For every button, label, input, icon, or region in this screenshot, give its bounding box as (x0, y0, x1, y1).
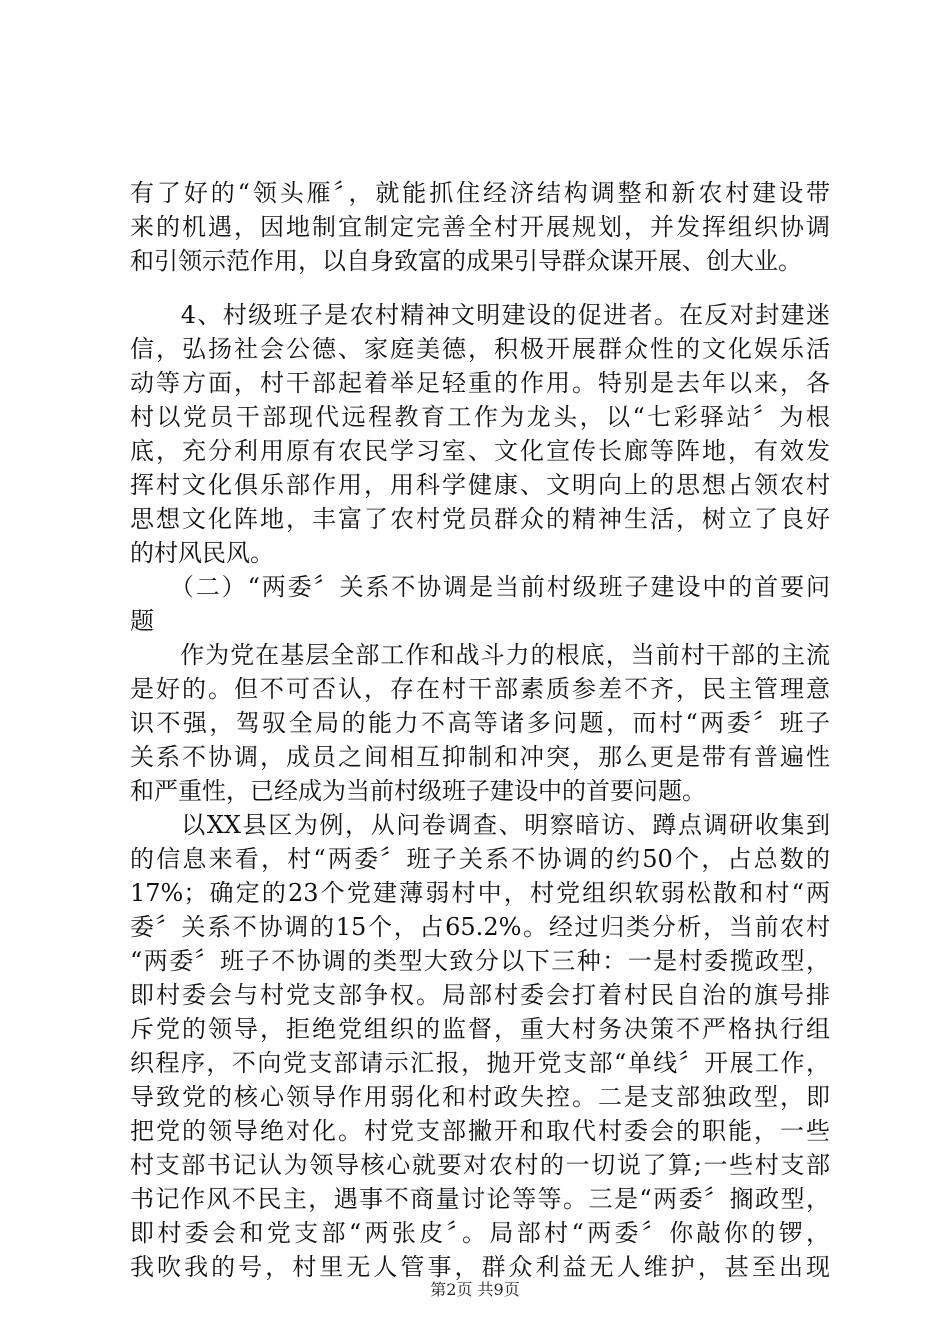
text-line-19: 以XX县区为例，从问卷调查、明察暗访、蹲点调研收集到 (130, 811, 830, 839)
text-line-16: 识不强，驾驭全局的能力不高等诸多问题，而村“两委〞班子 (130, 709, 830, 737)
text-line-28: 把党的领导绝对化。村党支部撇开和取代村委会的职能，一些 (130, 1117, 830, 1145)
text-line-29: 村支部书记认为领导核心就要对农村的一切说了算;一些村支部 (130, 1151, 830, 1179)
text-line-32: 我吹我的号，村里无人管事，群众利益无人维护，甚至出现 (130, 1253, 830, 1281)
text-line-6: 动等方面，村干部起着举足轻重的作用。特别是去年以来，各 (130, 369, 830, 397)
page-footer: 第2页 共9页 (430, 1280, 520, 1299)
text-line-8: 底，充分利用原有农民学习室、文化宣传长廊等阵地，有效发 (130, 437, 830, 465)
section-heading-line-2: 题 (130, 607, 154, 635)
text-line-25: 斥党的领导，拒绝党组织的监督，重大村务决策不严格执行组 (130, 1015, 830, 1043)
text-line-31: 即村委会和党支部“两张皮〞。局部村“两委〞你敲你的锣， (130, 1219, 830, 1247)
text-line-5: 信，弘扬社会公德、家庭美德，积极开展群众性的文化娱乐活 (130, 335, 830, 363)
text-line-7: 村以党员干部现代远程教育工作为龙头，以“七彩驿站〞为根 (130, 403, 830, 431)
text-line-17: 关系不协调，成员之间相互抑制和冲突，那么更是带有普遍性 (130, 743, 830, 771)
text-line-23: “两委〞班子不协调的类型大致分以下三种：一是村委揽政型， (130, 947, 830, 975)
text-line-27: 导致党的核心领导作用弱化和村政失控。二是支部独政型，即 (130, 1083, 830, 1111)
text-line-2: 来的机遇，因地制宜制定完善全村开展规划，并发挥组织协调 (130, 213, 830, 241)
text-line-26: 织程序，不向党支部请示汇报，抛开党支部“单线〞开展工作， (130, 1049, 830, 1077)
text-line-4: 4、村级班子是农村精神文明建设的促进者。在反对封建迷 (130, 301, 830, 329)
text-line-11: 的村风民风。 (130, 539, 274, 567)
text-line-22: 委〞关系不协调的15个，占65.2%。经过归类分析，当前农村 (130, 913, 830, 941)
text-line-9: 挥村文化俱乐部作用，用科学健康、文明向上的思想占领农村 (130, 471, 830, 499)
text-line-21: 17%；确定的23个党建薄弱村中，村党组织软弱松散和村“两 (130, 879, 830, 907)
text-line-10: 思想文化阵地，丰富了农村党员群众的精神生活，树立了良好 (130, 505, 830, 533)
text-line-1: 有了好的“领头雁〞，就能抓住经济结构调整和新农村建设带 (130, 179, 830, 207)
section-heading-line-1: （二）“两委〞关系不协调是当前村级班子建设中的首要问 (130, 573, 830, 601)
text-line-3: 和引领示范作用，以自身致富的成果引导群众谋开展、创大业。 (130, 247, 802, 275)
text-line-14: 作为党在基层全部工作和战斗力的根底，当前村干部的主流 (130, 641, 830, 669)
text-line-20: 的信息来看，村“两委〞班子关系不协调的约50个，占总数的 (130, 845, 830, 873)
text-line-30: 书记作风不民主，遇事不商量讨论等等。三是“两委〞搁政型， (130, 1185, 830, 1213)
text-line-18: 和严重性，已经成为当前村级班子建设中的首要问题。 (130, 777, 706, 805)
text-line-15: 是好的。但不可否认，存在村干部素质参差不齐，民主管理意 (130, 675, 830, 703)
text-line-24: 即村委会与村党支部争权。局部村委会打着村民自治的旗号排 (130, 981, 830, 1009)
